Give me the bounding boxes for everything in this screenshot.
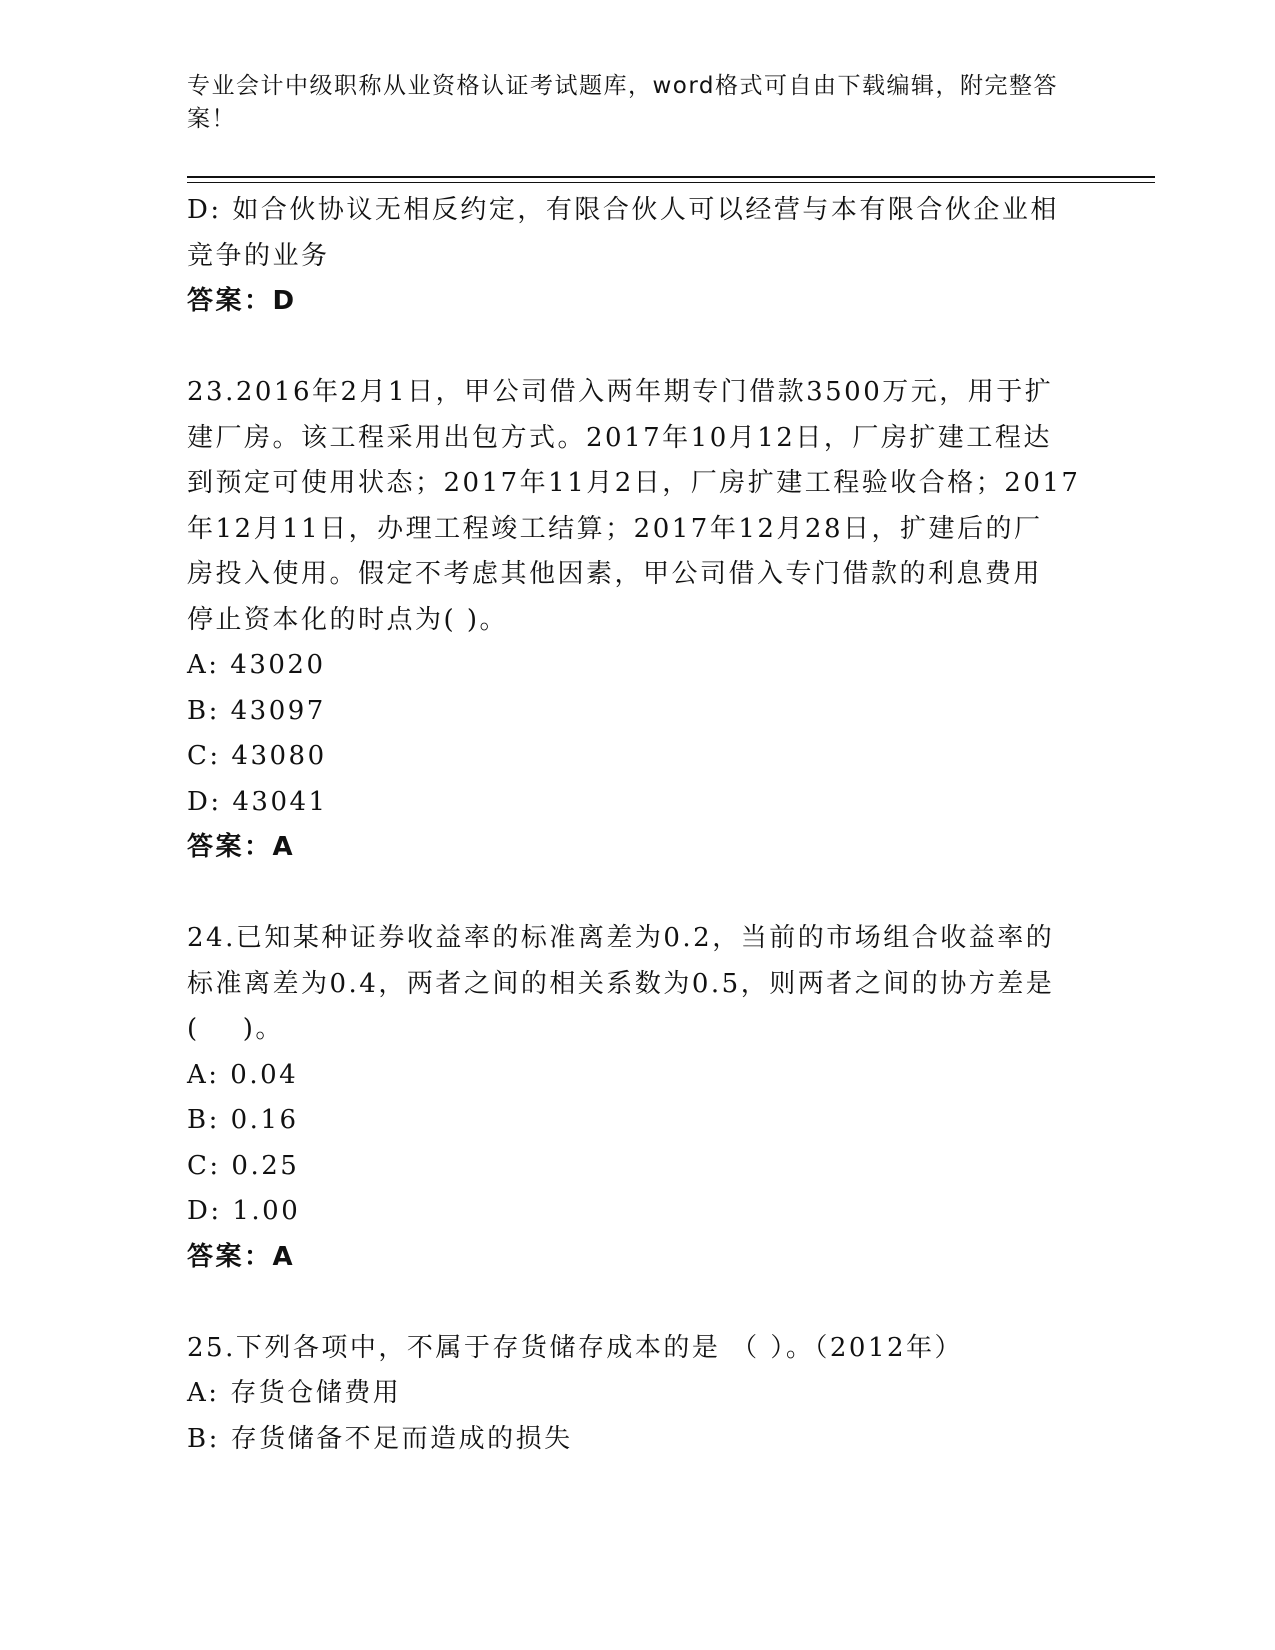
- header-title: 专业会计中级职称从业资格认证考试题库，word格式可自由下载编辑，附完整答案！: [187, 73, 1059, 132]
- text-line: 建厂房。该工程采用出包方式。2017年10月12日，厂房扩建工程达: [187, 422, 1052, 453]
- text-line: 标准离差为0.4，两者之间的相关系数为0.5，则两者之间的协方差是: [187, 968, 1055, 999]
- header-divider-thin: [187, 182, 1155, 183]
- block-spacer: [187, 871, 1087, 917]
- question-stem: [187, 370, 1087, 643]
- answer-line: 答案：D: [187, 286, 297, 316]
- answer-line: 答案：A: [187, 1241, 296, 1272]
- answer-line: 答案：A: [187, 832, 296, 862]
- answer-option: [187, 1189, 1087, 1235]
- text-line: A: 0.04: [187, 1059, 299, 1090]
- text-line: B: 0.16: [187, 1105, 299, 1135]
- text-line: 23.2016年2月1日，甲公司借入两年期专门借款3500万元，用于扩: [187, 377, 1054, 407]
- text-line: ( )。: [187, 1014, 284, 1044]
- text-line: 24.已知某种证券收益率的标准离差为0.2，当前的市场组合收益率的: [187, 923, 1055, 953]
- page-header: [187, 70, 1067, 136]
- answer-option: [187, 1144, 1087, 1190]
- answer-option: [187, 188, 1087, 279]
- question-stem: [187, 1326, 1087, 1372]
- block-spacer: [187, 1280, 1087, 1326]
- question-stem: [187, 916, 1087, 1053]
- text-line: C: 0.25: [187, 1150, 300, 1181]
- header-divider-thick: [187, 176, 1155, 178]
- text-line: 房投入使用。假定不考虑其他因素，甲公司借入专门借款的利息费用: [187, 559, 1043, 589]
- text-line: 年12月11日，办理工程竣工结算；2017年12月28日，扩建后的厂: [187, 513, 1043, 544]
- answer-option: [187, 1053, 1087, 1099]
- text-line: 到预定可使用状态；2017年11月2日，厂房扩建工程验收合格；2017: [187, 468, 1081, 498]
- text-line: A: 存货仓储费用: [187, 1378, 402, 1408]
- answer-option: [187, 1417, 1087, 1463]
- text-line: 25.下列各项中，不属于存货储存成本的是 （ ）。（2012年）: [187, 1332, 964, 1363]
- block-spacer: [187, 325, 1087, 371]
- answer-option: [187, 643, 1087, 689]
- question-content: [187, 188, 1087, 1462]
- text-line: D: 43041: [187, 786, 328, 817]
- text-line: C: 43080: [187, 741, 327, 771]
- text-line: 竞争的业务: [187, 240, 330, 271]
- answer-option: [187, 1098, 1087, 1144]
- answer-option: [187, 734, 1087, 780]
- text-line: D: 1.00: [187, 1196, 301, 1226]
- text-line: B: 存货储备不足而造成的损失: [187, 1423, 573, 1454]
- text-line: B: 43097: [187, 695, 326, 726]
- answer-option: [187, 1371, 1087, 1417]
- text-line: 停止资本化的时点为( )。: [187, 604, 509, 635]
- text-line: A: 43020: [187, 650, 326, 680]
- text-line: D: 如合伙协议无相反约定，有限合伙人可以经营与本有限合伙企业相: [187, 195, 1059, 225]
- answer-option: [187, 689, 1087, 735]
- answer-option: [187, 780, 1087, 826]
